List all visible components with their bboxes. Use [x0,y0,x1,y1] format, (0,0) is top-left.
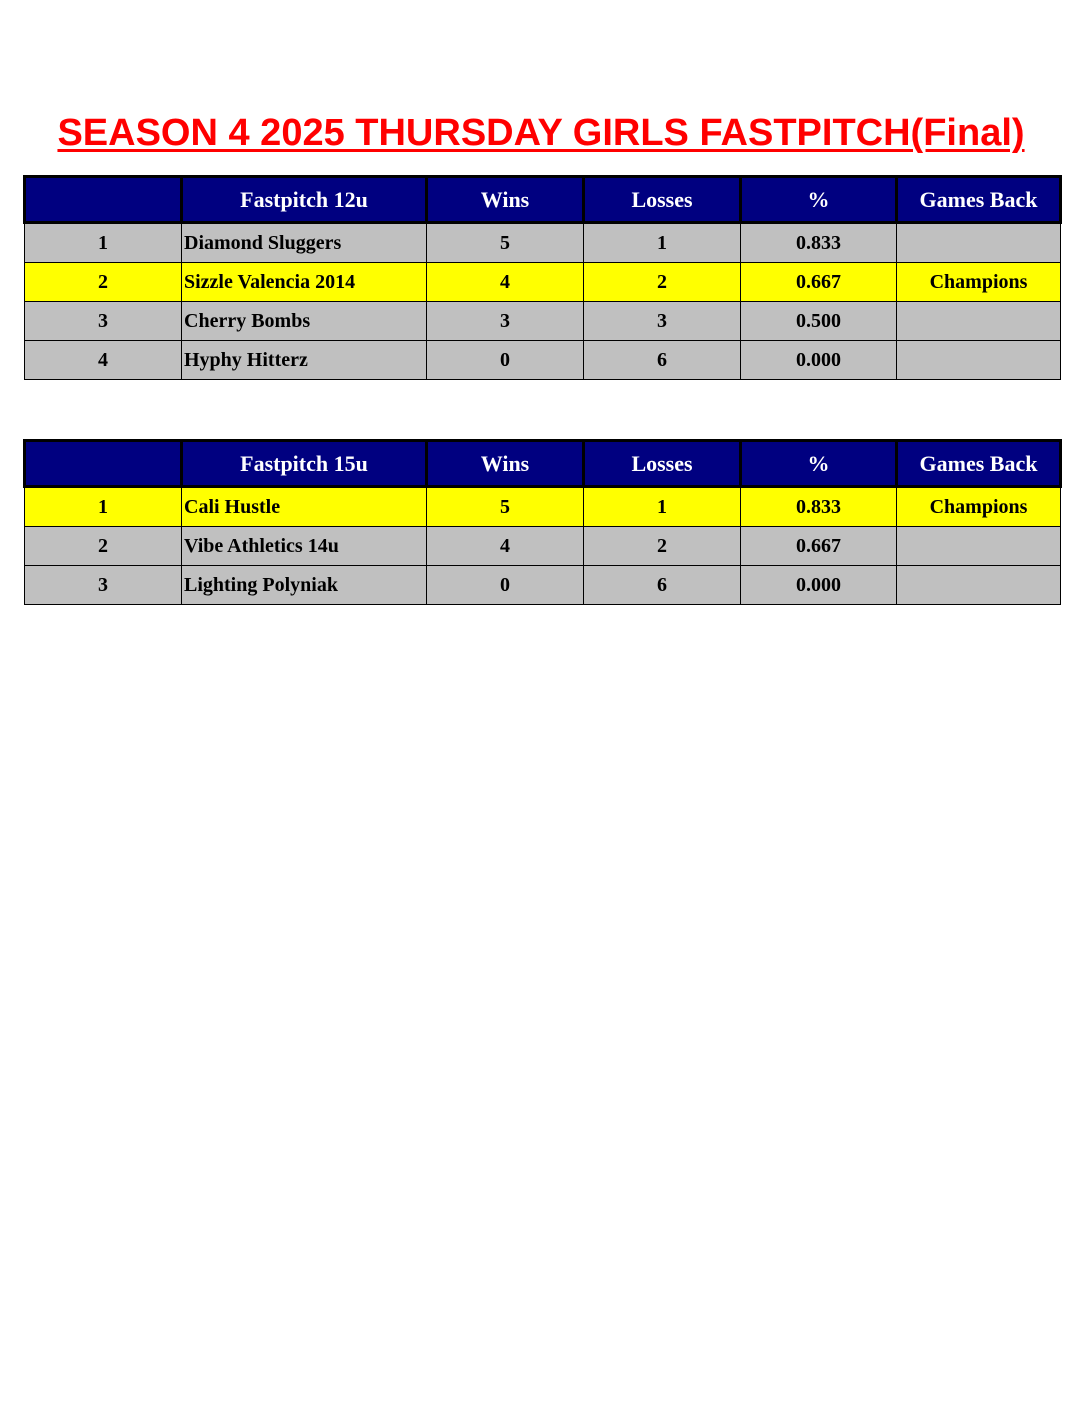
standings-table-15u [23,439,1062,605]
pct-cell: 0.833 [741,223,897,263]
games-back-cell [897,566,1061,605]
team-cell: Cherry Bombs [182,302,427,341]
page-title: SEASON 4 2025 THURSDAY GIRLS FASTPITCH(Final) [57,112,1025,154]
header-pct: % [741,177,897,223]
wins-cell: 0 [427,341,584,380]
header-division: Fastpitch 12u [182,177,427,223]
pct-cell: 0.667 [741,263,897,302]
wins-cell: 5 [427,223,584,263]
losses-cell: 3 [584,302,741,341]
wins-cell: 4 [427,527,584,566]
pct-cell: 0.000 [741,341,897,380]
header-losses: Losses [584,441,741,487]
team-cell: Sizzle Valencia 2014 [182,263,427,302]
rank-cell: 3 [25,302,182,341]
table-row-champion [25,487,1061,527]
rank-cell: 3 [25,566,182,605]
games-back-cell: Champions [897,487,1061,527]
table-row-champion [25,263,1061,302]
team-cell: Lighting Polyniak [182,566,427,605]
losses-cell: 2 [584,263,741,302]
table-row [25,527,1061,566]
pct-cell: 0.667 [741,527,897,566]
rank-cell: 2 [25,527,182,566]
rank-cell: 2 [25,263,182,302]
wins-cell: 0 [427,566,584,605]
team-cell: Hyphy Hitterz [182,341,427,380]
rank-cell: 1 [25,223,182,263]
standings-table-12u [23,175,1062,380]
games-back-cell [897,302,1061,341]
table-row [25,566,1061,605]
header-rank [25,177,182,223]
team-cell: Vibe Athletics 14u [182,527,427,566]
header-games-back: Games Back [897,177,1061,223]
losses-cell: 6 [584,341,741,380]
games-back-cell [897,527,1061,566]
table-row [25,341,1061,380]
wins-cell: 4 [427,263,584,302]
games-back-cell [897,223,1061,263]
team-cell: Diamond Sluggers [182,223,427,263]
header-games-back: Games Back [897,441,1061,487]
pct-cell: 0.500 [741,302,897,341]
games-back-cell: Champions [897,263,1061,302]
table-row [25,302,1061,341]
header-wins: Wins [427,441,584,487]
pct-cell: 0.833 [741,487,897,527]
wins-cell: 3 [427,302,584,341]
table-header-row [25,441,1061,487]
header-losses: Losses [584,177,741,223]
losses-cell: 1 [584,487,741,527]
rank-cell: 4 [25,341,182,380]
losses-cell: 1 [584,223,741,263]
header-wins: Wins [427,177,584,223]
header-pct: % [741,441,897,487]
wins-cell: 5 [427,487,584,527]
rank-cell: 1 [25,487,182,527]
losses-cell: 2 [584,527,741,566]
losses-cell: 6 [584,566,741,605]
games-back-cell [897,341,1061,380]
table-header-row [25,177,1061,223]
table-row [25,223,1061,263]
header-division: Fastpitch 15u [182,441,427,487]
pct-cell: 0.000 [741,566,897,605]
header-rank [25,441,182,487]
team-cell: Cali Hustle [182,487,427,527]
